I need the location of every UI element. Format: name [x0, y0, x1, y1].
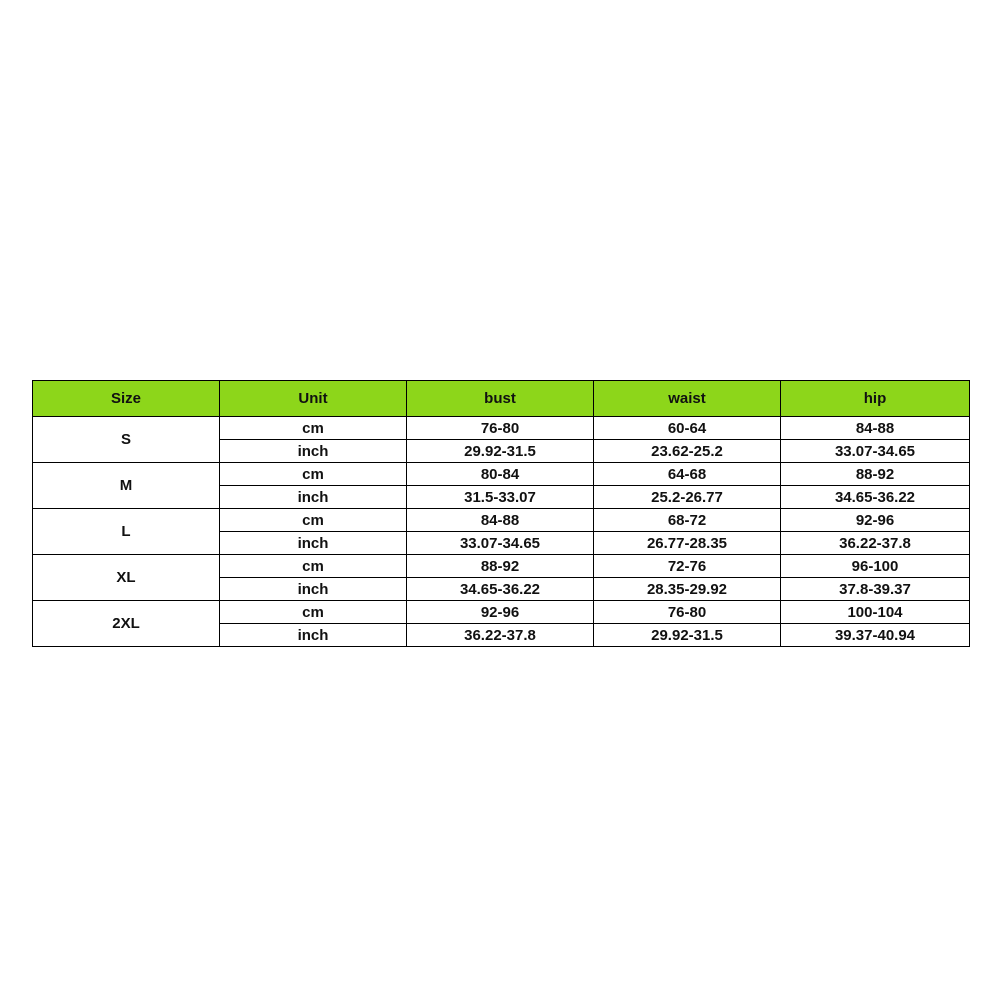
table-header-row [33, 381, 970, 417]
unit-cell: inch [220, 486, 407, 509]
size-chart-table [32, 380, 970, 647]
unit-cell: cm [220, 463, 407, 486]
hip-cell: 96-100 [781, 555, 970, 578]
header-bust: bust [407, 381, 594, 417]
hip-cell: 92-96 [781, 509, 970, 532]
unit-cell: inch [220, 624, 407, 647]
waist-cell: 25.2-26.77 [594, 486, 781, 509]
header-waist: waist [594, 381, 781, 417]
waist-cell: 72-76 [594, 555, 781, 578]
table-row [33, 417, 970, 440]
hip-cell: 100-104 [781, 601, 970, 624]
size-cell: XL [33, 555, 220, 601]
bust-cell: 84-88 [407, 509, 594, 532]
size-cell: S [33, 417, 220, 463]
table-row [33, 601, 970, 624]
bust-cell: 36.22-37.8 [407, 624, 594, 647]
unit-cell: cm [220, 601, 407, 624]
size-cell: L [33, 509, 220, 555]
hip-cell: 84-88 [781, 417, 970, 440]
hip-cell: 34.65-36.22 [781, 486, 970, 509]
waist-cell: 64-68 [594, 463, 781, 486]
table-row [33, 463, 970, 486]
unit-cell: cm [220, 509, 407, 532]
unit-cell: inch [220, 440, 407, 463]
unit-cell: cm [220, 555, 407, 578]
header-size: Size [33, 381, 220, 417]
bust-cell: 29.92-31.5 [407, 440, 594, 463]
bust-cell: 76-80 [407, 417, 594, 440]
hip-cell: 36.22-37.8 [781, 532, 970, 555]
waist-cell: 68-72 [594, 509, 781, 532]
waist-cell: 60-64 [594, 417, 781, 440]
waist-cell: 76-80 [594, 601, 781, 624]
bust-cell: 31.5-33.07 [407, 486, 594, 509]
size-cell: M [33, 463, 220, 509]
hip-cell: 39.37-40.94 [781, 624, 970, 647]
bust-cell: 34.65-36.22 [407, 578, 594, 601]
unit-cell: inch [220, 532, 407, 555]
bust-cell: 92-96 [407, 601, 594, 624]
waist-cell: 28.35-29.92 [594, 578, 781, 601]
waist-cell: 29.92-31.5 [594, 624, 781, 647]
table-row [33, 509, 970, 532]
hip-cell: 37.8-39.37 [781, 578, 970, 601]
bust-cell: 33.07-34.65 [407, 532, 594, 555]
unit-cell: inch [220, 578, 407, 601]
waist-cell: 26.77-28.35 [594, 532, 781, 555]
header-unit: Unit [220, 381, 407, 417]
hip-cell: 88-92 [781, 463, 970, 486]
header-hip: hip [781, 381, 970, 417]
bust-cell: 80-84 [407, 463, 594, 486]
size-cell: 2XL [33, 601, 220, 647]
unit-cell: cm [220, 417, 407, 440]
waist-cell: 23.62-25.2 [594, 440, 781, 463]
hip-cell: 33.07-34.65 [781, 440, 970, 463]
table-row [33, 555, 970, 578]
bust-cell: 88-92 [407, 555, 594, 578]
